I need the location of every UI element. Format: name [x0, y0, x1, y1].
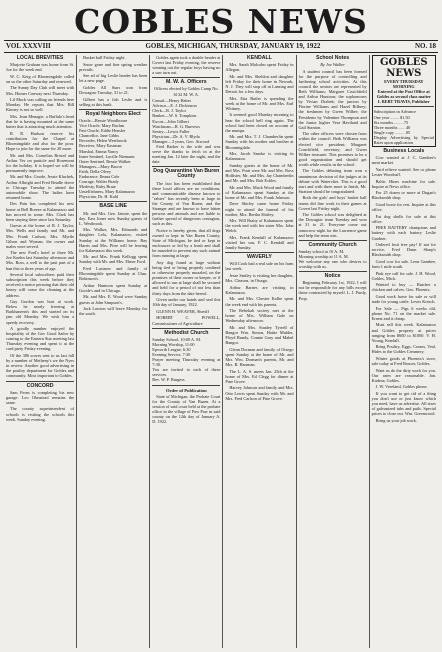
divider [152, 385, 220, 386]
text-line: Mr. and Mrs. Sheldon and daughter left Friday for their home in Newark, N. J. They will stop off at Lansing and Detroit for a few days. [225, 73, 294, 95]
column-1 [4, 55, 77, 648]
officer-list [152, 98, 220, 144]
article-paragraphs [6, 390, 74, 422]
publisher-box [372, 55, 436, 147]
text-line: You are invited to each of these services. [152, 367, 221, 378]
text-line: Sam Ferns is completing his new garage. Leo Olmstead remains the same. [6, 389, 75, 405]
text-line: Wanted to buy — Butcher a chicken and calves. Geo. Phoenix. [371, 282, 436, 293]
text-line: I. BERT TRAVIS, Publisher [377, 99, 430, 105]
text-line: Good cow for sale. Leon Gambee, farm 1 mile south. [371, 258, 436, 269]
text-line: Basket ball Friday night. [83, 55, 126, 60]
column-3 [150, 55, 223, 648]
text-line: Glenn Dorman and family of Otsego spent Sunday at the home of Mr. and Mrs. Wm. Dorman's parents, Mr. and Mrs. B. Hartman. [225, 346, 294, 368]
section-heading: Dog Quarantine Van Buren County [153, 168, 220, 180]
masthead: COBLES NEWS [74, 2, 368, 41]
text-line: Inner Sentinel, Lucille Niemann [79, 153, 135, 159]
text-line: The Sunny Day Club will meet with Mrs. Homer Conway next Thursday. [6, 85, 75, 96]
text-line: Must sell this week. Kalamazoo and Gobles property at prices ranging from $600 to $1000. V. H. Young, Kendall. [371, 322, 436, 343]
text-line: J. W. Vreeland, Gobles phone. [375, 384, 428, 390]
publisher-box-title: GOBLES NEWS [380, 57, 428, 79]
section-heading: M. W. A. Officers [165, 79, 207, 86]
text-line: The county superintendent of schools is visiting the schools this week. Sunday evening. [6, 406, 75, 422]
section-heading: LOCAL BREVITIES [16, 55, 64, 61]
text-line: Entered at the Post Office at Gobles as second class matter [376, 89, 431, 100]
text-line: Mr. and Mrs. Stanley Tyrrell of Bangor Wm. Simon, Hattie Mulder, Floyd Bundy, Connie Gray and Mabel Bangor. [225, 324, 294, 346]
section-heading: Community Church [308, 241, 357, 248]
text-line: Outer Sentinel, Bessie Walker [79, 158, 131, 164]
text-line: Gobles again took a double header at Covert last Friday evening, the reserve winning out the regular boys having no a saw turn out. [152, 55, 221, 76]
officers-intro: Officers elected by Gobles Camp No. 6132 M. W. A. [154, 86, 219, 97]
text-line: Any dog found at large without being tied or being properly confined or otherwise properly muzzled, on the premises of their owner or keeper, or if allowed to run at large shall be secured and held for a period of not less than thirty days from the date hereof. [152, 259, 221, 296]
text-line: Lil Mack was calling on friends here Monday. He reports that Mrs. Bill Kinney is not so well. [6, 97, 75, 113]
text-line: Pink eye calf for sale. J. H. Wood, Gobles, Mich. [371, 270, 436, 281]
legal-notice: State of Michigan, the Probate Court for the County of Van Buren. At a session of said court held at the probate office in the village of Paw Paw in said county on the 12th day of January A. D. 1922. [152, 393, 221, 425]
section-heading: Order of Publication [165, 387, 207, 393]
text-line: Mrs. Will Bratty of Kalamazoo spent the week end with her sister Mrs. John Welch. [225, 218, 294, 234]
text-line: Of the 386 scores sent to us last fall by a number of Metheny's we the Nyes in review. Another good advertising in the poultry department for Gobles and community. Most important to Gobles. [6, 353, 75, 379]
subscription-rates [374, 109, 434, 145]
church-schedule [152, 337, 220, 383]
newspaper-page [4, 2, 438, 648]
column-5 [297, 55, 370, 648]
text-line: Given under our hands and seal this 10th day of January, 1922. [152, 297, 221, 308]
section-heading: Royal Neighbors Elect [85, 110, 141, 117]
text-line: Mr. and Mrs. T. J. Chamberlin spent Sunday with his mother and brother at Bloomingdale. [225, 134, 294, 150]
text-line: Morning worship at 11 A. M. [298, 253, 349, 259]
text-line: Sunday guests at the home of Mr. and Mrs. Pratt were Mr. and Mrs. Ross Hollister, Mr. and Mrs. Jay Chamberlin and Mr. and Mrs. Bob Eckles. [225, 162, 294, 184]
text-line: Past Oracle, Eddie Hensler [79, 128, 126, 134]
text-line: Dave Shirley came home Friday night to attend the funeral of his mother, Mrs. Bertha Shirley. [225, 201, 294, 217]
place-date: GOBLES, MICHIGAN, THURSDAY, JANUARY 19, 1922 [145, 42, 321, 50]
text-line: Mrs. Jacob Smoke is visiting in Kalamazoo. [225, 151, 294, 162]
column-6 [370, 55, 438, 648]
text-line: Mr. and Mrs. E. Wood were Sunday guests at John Simpson's. [79, 294, 148, 305]
text-line: Receiver, Mary Eastman [79, 143, 122, 149]
text-line: Baltic Hines machine for sale. Inquire at News office. [371, 178, 436, 189]
text-line: Good horse for rest. Inquire at this office. [371, 201, 436, 213]
text-line: Mrs. Walker, Mrs. Edmonds and daughter Lela, Kalamazoo, visited Sunday at the Williams home. Ray Harris and Mrs. Pitre will be leaving for Kalamazoo this week. [79, 227, 148, 253]
text-line: Mrs. Frank Kendall of Kalamazoo visited her son, F. C. Kendall and family Sunday. [225, 235, 294, 251]
text-line: Fat dog shells for sale at this office. [371, 213, 436, 224]
church-schedule [299, 249, 367, 269]
article-paragraphs [225, 62, 293, 250]
text-line: Physician—Dr. A. V. Blyda [152, 133, 200, 139]
section-heading: BASE LINE [99, 203, 128, 210]
divider [6, 381, 74, 382]
text-line: Mr. and Mrs. Frank Kellogg spent Sunday with Mr. and Mrs. Elmer Ford. [79, 254, 148, 265]
text-line: Several local subscribers paid their subscription this week before they received a notice persuing that their old honey will cease the cleaning at the address. [6, 272, 75, 298]
text-line: Guy Gordon was hurt at work. Below he nearly freezing at Barkhanenn's this and started on its jam old Monday. We wish him a speedy recovery. [6, 299, 75, 325]
text-line: Consul—Henry Haber [152, 98, 192, 104]
text-line: Manager—3 years, Geo. Atwood [152, 138, 210, 144]
text-line: Banker—W. S. Tompkins [152, 113, 197, 119]
article-paragraphs [6, 62, 74, 378]
article-paragraphs [225, 261, 293, 400]
text-line: The Gobles school was delighted at the Dowagiac team Tuesday and won at 31 to 21. Everyone come out tomorrow night for the Lawrence game and help the team win. [298, 212, 367, 238]
text-line: Bring us your job work. [375, 418, 417, 424]
text-line: Sunday school at 10 A. M. [298, 248, 345, 254]
text-line: Will Cook had a real sale on his farm last week. [225, 261, 294, 272]
text-line: For Sale — Pigs 6 weeks old, phone No. 71 on the market sale. Ernest and it cheap. [371, 305, 436, 321]
text-line: Marshal, Emma Yancy [79, 148, 119, 154]
text-line: EVERY THURSDAY MORNING [384, 79, 424, 90]
column-2 [77, 55, 150, 648]
text-line: Winter goods at Phoenix's store, sale today at Fred Rouser, Gobles. [371, 356, 436, 367]
text-line: Want us do the dirty work for you. Our rates are reasonable. Jan. Kudrna, Gobles. [371, 367, 436, 383]
text-line: The Rebekah society met at the home of Mrs. William Gale on Wednesday afternoon. [225, 308, 294, 324]
divider [79, 201, 147, 202]
divider [79, 109, 147, 110]
divider [152, 166, 220, 167]
text-line: See ad of big Leslie header has been let a new page. [79, 73, 148, 84]
volume-label: VOL XXXVIII [6, 42, 51, 50]
article-paragraphs [152, 181, 220, 326]
text-line: If you want to get rid of a thing you don't use or just know which you need, have us advertise. All sizes of galvanized tubs and pails. Special prices to close out. Wm. Greenwood. [371, 391, 436, 417]
officer-list [79, 118, 147, 200]
text-line: One year ........ $1.50 [373, 114, 410, 120]
text-line: Unselfishness, Mary Kalamazoo [79, 189, 136, 195]
text-line: Mr. and Mrs. Cornelius Bristol and Arthur Ver on particle and Rosemont for the holiday. It is hoped we will be permanently improve. [6, 152, 75, 173]
text-line: HOBERT C. POWELL, Commissioner of Agriculture [152, 315, 221, 326]
text-line: Cow wanted at J. C. Gambee's meat market. [371, 155, 436, 166]
text-line: Recorder, Helen Westbrook [79, 138, 127, 144]
divider [299, 240, 367, 241]
text-line: R. R. Hudson reserve his contribution for the Chapel at Bloomingdale and also for the poor. Hope to join for the same for 20 more. [6, 130, 75, 151]
text-line: The new Ford's hotel to three Mr. Joe Kuehn last Saturday afternoon and Mrs. Ross, a well to the past part of a ban this to three years of age. [6, 250, 75, 271]
article-paragraphs [79, 55, 147, 107]
divider [152, 328, 220, 329]
text-line: Advisor—E. J. Dickinson [152, 103, 197, 109]
section-heading: Methodist Church [164, 329, 209, 336]
text-line: Guests at the home of R. J. Taylor, Mrs. Wells and family and Mr. and Mrs. Frank Carlson, Mrs. Myrtle Gilson and Wyman, the owner and males were served. [6, 223, 75, 249]
text-line: Mr. and Mrs. Mack Wood and family of Kalamazoo spent Sunday at the home of Mr. and Mrs. Frank Johnson. [225, 184, 294, 200]
text-line: The fact has been established that these local affects are no conditions, and communicable disease known to "rabies" has recently been at large in the County of Van Buren, and the Stranger and are known to have bitten persons and animals and are liable to further spread of dangerous contagion, such as this. [152, 180, 221, 227]
text-line: Evening Service, 7:30 [152, 351, 191, 357]
dateline [4, 40, 438, 53]
text-line: Epworth League, 6:30 [152, 346, 191, 352]
text-line: Arthur Barnes are visiting in Kalamazoo. [225, 284, 294, 295]
text-line: Clerk—R. J. Taylor [152, 108, 187, 114]
section-heading: WAVERLY [247, 254, 272, 261]
text-line: The L. A. S. meets Jan. 25th at the home of Mrs. Ed Clegg for dinner at Pine Grove. [225, 368, 294, 384]
column-4 [223, 55, 296, 648]
text-line: W. C. Keig of Bloomingdale called on us the other Saturday and renewed. [6, 73, 75, 84]
columns [4, 55, 438, 648]
byline: By Joe Walker [320, 62, 345, 68]
text-line: Ordered fruit free pay! If not for service, Fred Dunn Sharp's Blacksmith shop. [371, 242, 436, 258]
text-line: The Gobles debating team won a unanimous decision of the judges at its debate with Watervliet. This is a good start and with three more to finish, Mr. Stratton should be congratulated. [298, 168, 367, 194]
article-paragraphs [79, 211, 147, 317]
text-line: For 25 dozen or more at Dugan's Blacksmith shop. [371, 190, 436, 201]
text-line: Harvey Johnson and family and Mrs. Otto Lewis spent Sunday with Mr. and Mrs. Fred Carlson of Pine Grove. [225, 385, 294, 401]
text-line: Mr. and Mrs. Chester Kolbe spent the week end with his parents. [225, 296, 294, 307]
issue-number: NO. 18 [415, 42, 436, 50]
section-heading: Notice [324, 273, 341, 280]
text-line: Morning Worship, 11:00 [152, 341, 195, 347]
text-line: Escort—John Gilbert [152, 118, 189, 124]
text-line: Mr. and Mrs. Geo. Jaimie, spent the day. East Jones now Sunday guests of L. Westbrook. [79, 210, 148, 226]
text-line: Mrs. Jean Menagie, a Buffalo's head that he is having mounted at the same butter that is attracting much attention. [6, 113, 75, 130]
officers-note: Fred Barker is the wife and was serve the thanks to fetch in at the meeting Jan. 12 later the night, and the date. [152, 144, 221, 165]
text-line: Vice Oracle, Mary Bachm [79, 123, 125, 129]
text-line: Chancellor, Jane Gibbs [79, 133, 119, 139]
text-line: Yard relieve wanted. See or phone Lester Woodruff. [371, 166, 436, 177]
divider [152, 77, 220, 78]
text-line: Good work horse for sale or will trade for young cattle. Lewis Kotsch. [371, 293, 436, 305]
text-line: Sunday School, 10:00 A. M. [152, 336, 202, 342]
text-line: Mrs. Etta Butler is spending the week at the home of Mr. and Mrs. Earl Whitney. [225, 95, 294, 111]
text-line: Courage, Walter Brady [79, 179, 119, 185]
text-line: Arthur Huntoon spent Sunday at Goode's and in Chicago. [79, 282, 148, 293]
text-line: Display Advertising by Special Rates upon application [373, 134, 434, 146]
text-line: Des Pain has completed his new home at Bell Breeze at Kalamazoo and has moved in some. Mrs. Clark has been staying there since last Saturday. [6, 201, 75, 222]
text-line: Single copy ........ .05 [373, 129, 411, 135]
text-line: Six months ....... .75 [373, 119, 409, 125]
text-line: Gilbert has a fish Leslie and is selling at this bank. [79, 96, 148, 107]
text-line: Prayer meeting Thursday evening at 7:30. [152, 357, 221, 368]
text-line: Rev. W. P. Burgess [152, 377, 185, 383]
section-heading: School Notes [315, 55, 350, 61]
divider [299, 271, 367, 272]
text-line: Oracle—Bessie Woodhouse [79, 117, 128, 123]
divider [374, 106, 434, 107]
text-line: Faith, Della Olvey [79, 168, 111, 174]
section-heading: KENDALL [247, 55, 272, 61]
article-paragraphs [152, 55, 220, 75]
text-line: Managers—Mary Bacon [79, 163, 122, 169]
text-line: FREE BATTERY champions and battery with each battery Leslie Gardner. [371, 225, 436, 241]
text-line: GLENN H. WEAVER, Sheriff [156, 308, 209, 314]
text-line: Jesse Smiley is visiting her daughter, Mrs. Cleason, in Otsego. [225, 273, 294, 284]
text-line: Mrs. Sarah Malcolm spent Friday in Allegan. [225, 62, 294, 73]
text-line: Snow gone and fine spring weather prevails. [79, 61, 148, 72]
text-line: Both the girls' and boys' basket ball teams did fine work in their games at Covert last Friday night. [298, 195, 367, 211]
text-line: It seemed good Monday morning to hear the school bell ring again. The school had been closed on account of the mumps. [225, 112, 294, 133]
text-line: Bring Poultry, Eggs, Cream, Veal, Hides to the Gobles Creamery. [371, 344, 436, 355]
text-line: A goodly number enjoyed the hospitality of the Gov Good Sailor by coming to the Eastern Star meeting last Thursday evening and spent it at the card party Friday evening. [6, 326, 75, 352]
text-line: A student council has been formed for the purpose of controlling and furthering school activities. At this council the seniors are represented by Beth Williams; Margaret Crutchfield and Arthur Huntoon; the sophomores by Vivian Drabek; the juniors by Florine Williams and Hazel Bilbrey; the freshmen by Gwen Wilber; the Presidents by Valentine Thompson and the Junior higher Vera Haviland and Gail Stanton. [298, 68, 367, 130]
article-paragraphs [299, 69, 367, 238]
section-heading: Business Locals [383, 148, 425, 155]
text-line: Sentry—Lewis Fuller [152, 128, 190, 134]
text-line: Subscription in Advance [373, 109, 416, 115]
text-line: Three months ..... .40 [373, 124, 411, 130]
business-locals [372, 155, 436, 423]
text-line: Gobles All Stars won from Dowagiac Tuesday, 31 to 21. [79, 84, 148, 96]
text-line: Marjorie Graham was home from St. Joe for the week end. [6, 62, 75, 73]
text-line: Watchman—R. G. Burrows [152, 123, 200, 129]
text-line: Mr. and Mrs. Goode, Jessie Kluchek, Arthur Albright and Fred Beadle drove to Chicago Tuesday to attend the automobile show. The ladies have returned home. [6, 174, 75, 200]
text-line: Notice is hereby given, that all dogs owned or kept in Van Buren County, State of Michigan, be tied or kept in enclosures or led by a leash and shall be muzzled to prevent any such animal from running at large. [152, 227, 221, 259]
notice-text: Beginning February 1st, 1922, I will not be responsible for any bills except those contracted by myself. L. J. Purdy, Prop. [298, 280, 367, 301]
text-line: Physician, Dr. H. Kahl [79, 194, 119, 200]
text-line: Modesty, Ruby Bratz [79, 184, 116, 190]
divider [225, 252, 293, 253]
text-line: We welcome any one who desires to worship with us. [298, 258, 367, 270]
text-line: The other officers were chosen from within the council. Beth Williams was elected vice president; Margaret Crutchfield, secretary; and Gwen Wilber treasurer. This promises to be a good organization and should get worth while results in the school. [298, 131, 367, 167]
section-heading: CONCORD [26, 382, 54, 389]
text-line: Jack Lawton will leave Monday for the south. [79, 306, 148, 317]
text-line: Endurance, Ileana Cole [79, 173, 120, 179]
publisher-lines [374, 79, 434, 104]
text-line: Fred Lusinow and family of Bloomingdale spent Sunday at Chas. Robinson's. [79, 265, 148, 282]
